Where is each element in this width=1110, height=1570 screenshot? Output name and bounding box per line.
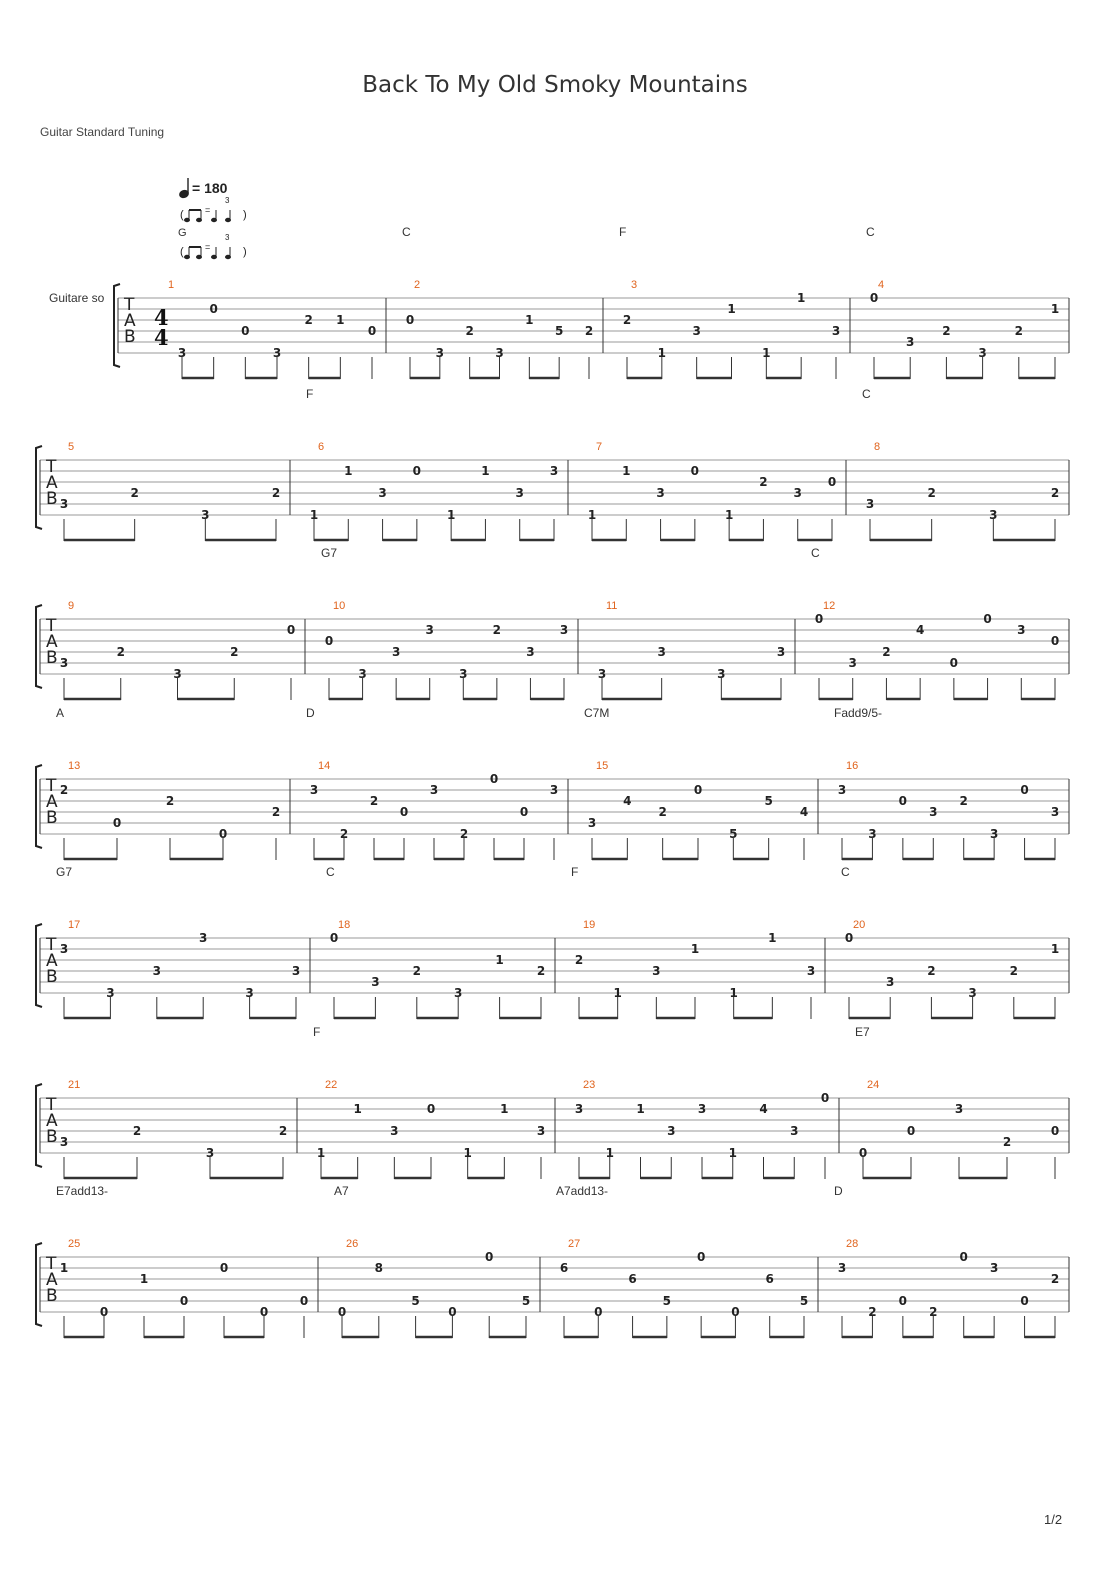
fret-number: 2 [271,805,281,819]
fret-number: 0 [426,1102,436,1116]
fret-number: 3 [454,986,463,1000]
fret-number: 5 [729,827,738,841]
fret-number: 0 [820,1091,830,1105]
measure-number: 23 [583,1079,596,1091]
fret-number: 2 [584,324,594,338]
chord-name: A7add13- [556,1184,609,1198]
tab-clef-letter: A [124,311,136,331]
tab-clef-letter: B [46,808,58,828]
fret-number: 6 [628,1272,637,1286]
fret-number: 1 [728,1146,737,1160]
fret-number: 1 [690,942,700,956]
fret-number: 3 [526,645,535,659]
fret-number: 3 [59,942,69,956]
fret-number: 0 [324,634,334,648]
tab-clef-letter: T [46,1254,57,1274]
fret-number: 3 [837,783,847,797]
measure-number: 21 [68,1079,81,1091]
measure-number: 16 [846,760,859,772]
chord-name: A [56,706,65,720]
fret-number: 8 [374,1261,383,1275]
fret-number: 3 [549,783,559,797]
measure-number: 15 [596,760,609,772]
fret-number: 3 [371,975,380,989]
chord-name: F [306,387,314,401]
fret-number: 3 [1017,623,1026,637]
fret-number: 3 [515,486,524,500]
chord-name: C7M [584,706,610,720]
measure-number: 17 [68,919,81,931]
chord-name: D [834,1184,843,1198]
chord-name: C [326,865,335,879]
time-signature-bottom: 4 [154,325,169,350]
fret-number: 4 [915,623,925,637]
fret-number: 3 [459,667,468,681]
tab-clef-letter: A [46,473,58,493]
fret-number: 0 [1020,783,1029,797]
fret-number: 0 [241,324,250,338]
fret-number: 1 [344,464,353,478]
fret-number: 5 [411,1294,420,1308]
fret-number: 3 [978,346,987,360]
fret-number: 2 [658,805,667,819]
fret-number: 0 [898,1294,908,1308]
fret-number: 3 [790,1124,799,1138]
fret-number: 0 [731,1305,740,1319]
fret-number: 3 [201,508,210,522]
chord-name: C [866,225,875,239]
fret-number: 1 [525,313,534,327]
fret-number: 3 [692,324,701,338]
tab-clef-letter: A [46,632,58,652]
fret-number: 1 [481,464,490,478]
fret-number: 3 [425,623,434,637]
fret-number: 0 [1020,1294,1029,1308]
tab-clef-letter: A [46,951,58,971]
fret-number: 2 [116,645,125,659]
fret-number: 3 [536,1124,546,1138]
chord-name: C [841,865,850,879]
fret-number: 3 [59,497,69,511]
measure-number: 25 [68,1238,81,1250]
fret-number: 0 [814,612,824,626]
fret-number: 3 [968,986,977,1000]
svg-text:(: ( [180,209,184,221]
fret-number: 3 [597,667,607,681]
measure-number: 11 [606,600,618,612]
fret-number: 0 [412,464,422,478]
measure-number: 4 [878,279,885,291]
fret-number: 5 [662,1294,672,1308]
fret-number: 0 [827,475,837,489]
fret-number: 3 [717,667,726,681]
fret-number: 0 [1050,1124,1060,1138]
fret-number: 2 [59,783,69,797]
fret-number: 1 [1050,302,1060,316]
chord-name: Fadd9/5- [834,706,883,720]
chord-name: A7 [334,1184,349,1198]
fret-number: 1 [463,1146,472,1160]
chord-name: F [619,225,627,239]
measure-number: 3 [631,279,638,291]
fret-number: 2 [942,324,951,338]
tab-clef-letter: T [46,776,57,796]
fret-number: 4 [799,805,809,819]
measure-number: 13 [68,760,81,772]
fret-number: 1 [1050,942,1060,956]
chord-name: C [862,387,871,401]
fret-number: 2 [412,964,421,978]
fret-number: 2 [1009,964,1018,978]
fret-number: 3 [697,1102,707,1116]
tab-clef-letter: A [46,792,58,812]
fret-number: 0 [594,1305,603,1319]
chord-name: D [306,706,315,720]
fret-number: 3 [667,1124,676,1138]
fret-number: 0 [329,931,339,945]
fret-number: 2 [492,623,502,637]
fret-number: 0 [898,794,908,808]
fret-number: 2 [759,475,768,489]
svg-text:(: ( [180,246,184,258]
fret-number: 3 [435,346,445,360]
system-bracket [36,1084,42,1167]
measure-number: 5 [68,441,75,453]
fret-number: 2 [339,827,349,841]
svg-text:=: = [205,242,211,252]
fret-number: 5 [764,794,773,808]
fret-number: 2 [165,794,175,808]
measure-number: 2 [414,279,421,291]
fret-number: 1 [622,464,631,478]
tab-clef-letter: T [46,616,57,636]
fret-number: 5 [521,1294,531,1308]
fret-number: 3 [205,1146,215,1160]
fret-number: 3 [865,497,875,511]
measure-number: 1 [168,279,175,291]
fret-number: 3 [272,346,282,360]
fret-number: 0 [983,612,992,626]
fret-number: 2 [959,794,968,808]
measure-number: 10 [333,600,346,612]
fret-number: 0 [405,313,415,327]
fret-number: 0 [485,1250,494,1264]
tab-clef-letter: T [46,457,57,477]
fret-number: 3 [837,1261,847,1275]
chord-name: E7 [855,1025,870,1039]
fret-number: 3 [106,986,115,1000]
measure-number: 24 [867,1079,880,1091]
fret-number: 0 [690,464,700,478]
fret-number: 2 [130,486,139,500]
measure-number: 26 [346,1238,359,1250]
fret-number: 1 [336,313,345,327]
fret-number: 1 [446,508,456,522]
system-bracket [36,1243,42,1326]
time-signature-top: 4 [154,305,169,330]
instrument-label: Guitare so [49,291,105,305]
measure-number: 9 [68,600,75,612]
fret-number: 0 [209,302,218,316]
page-number: 1/2 [1044,1512,1063,1527]
fret-number: 3 [929,805,938,819]
fret-number: 0 [218,827,228,841]
fret-number: 0 [696,1250,706,1264]
fret-number: 0 [1050,634,1060,648]
tuning-label: Guitar Standard Tuning [40,125,165,139]
measure-number: 18 [338,919,351,931]
chord-name: F [571,865,579,879]
tab-clef-letter: T [124,295,135,315]
tab-clef-letter: B [124,327,136,347]
tab-clef-letter: B [46,1286,58,1306]
fret-number: 3 [390,1124,399,1138]
fret-number: 1 [636,1102,645,1116]
tab-clef-letter: B [46,489,58,509]
fret-number: 1 [59,1261,69,1275]
fret-number: 3 [429,783,439,797]
tab-clef-letter: B [46,967,58,987]
fret-number: 0 [179,1294,189,1308]
measure-number: 7 [596,441,603,453]
fret-number: 0 [219,1261,229,1275]
tab-clef-letter: T [46,1095,57,1115]
fret-number: 3 [954,1102,964,1116]
fret-number: 2 [536,964,546,978]
fret-number: 2 [278,1124,288,1138]
fret-number: 1 [309,508,319,522]
fret-number: 3 [309,783,319,797]
measure-number: 14 [318,760,331,772]
fret-number: 0 [906,1124,916,1138]
fret-number: 0 [337,1305,347,1319]
fret-number: 3 [776,645,786,659]
fret-number: 3 [906,335,915,349]
chord-name: E7add13- [56,1184,109,1198]
fret-number: 3 [199,931,208,945]
fret-number: 3 [549,464,559,478]
fret-number: 0 [949,656,959,670]
system-bracket [36,924,42,1007]
tab-clef-letter: B [46,1127,58,1147]
system-bracket [114,284,120,367]
fret-number: 2 [929,1305,938,1319]
fret-number: 0 [489,772,499,786]
fret-number: 0 [693,783,703,797]
fret-number: 2 [271,486,281,500]
fret-number: 2 [465,324,474,338]
fret-number: 3 [806,964,816,978]
tab-clef-letter: A [46,1111,58,1131]
fret-number: 1 [796,291,806,305]
measure-number: 27 [568,1238,581,1250]
chord-name: C [811,546,820,560]
fret-number: 2 [1002,1135,1012,1149]
fret-number: 1 [613,986,622,1000]
fret-number: 2 [574,953,584,967]
fret-number: 1 [762,346,771,360]
fret-number: 3 [989,508,998,522]
fret-number: 3 [848,656,857,670]
fret-number: 0 [858,1146,868,1160]
fret-number: 2 [927,964,936,978]
fret-number: 3 [989,1261,999,1275]
fret-number: 0 [844,931,854,945]
fret-number: 4 [623,794,632,808]
fret-number: 1 [657,346,667,360]
measure-number: 28 [846,1238,859,1250]
fret-number: 1 [500,1102,509,1116]
fret-number: 2 [1014,324,1023,338]
fret-number: 2 [882,645,891,659]
measure-number: 19 [583,919,596,931]
fret-number: 1 [768,931,777,945]
svg-text:=: = [205,205,211,215]
fret-number: 3 [391,645,401,659]
fret-number: 0 [959,1250,968,1264]
chord-name: G7 [56,865,73,879]
fret-number: 4 [759,1102,768,1116]
svg-text:3: 3 [225,196,230,205]
fret-number: 3 [358,667,367,681]
chord-name: F [313,1025,321,1039]
fret-number: 3 [152,964,161,978]
fret-number: 3 [574,1102,584,1116]
fret-number: 3 [652,964,661,978]
fret-number: 0 [299,1294,309,1308]
fret-number: 0 [869,291,879,305]
fret-number: 0 [259,1305,269,1319]
system-bracket [36,765,42,848]
fret-number: 3 [989,827,999,841]
chord-name: C [402,225,411,239]
fret-number: 3 [1050,805,1060,819]
fret-number: 1 [139,1272,149,1286]
fret-number: 1 [353,1102,362,1116]
fret-number: 0 [519,805,529,819]
fret-number: 2 [230,645,239,659]
fret-number: 2 [927,486,936,500]
fret-number: 3 [59,1135,69,1149]
fret-number: 6 [765,1272,774,1286]
fret-number: 2 [304,313,313,327]
tab-clef-letter: B [46,648,58,668]
fret-number: 1 [605,1146,614,1160]
tempo-marking: = 180 [192,180,228,196]
tab-clef-letter: A [46,1270,58,1290]
fret-number: 1 [727,302,736,316]
fret-number: 1 [316,1146,326,1160]
measure-number: 8 [874,441,881,453]
fret-number: 0 [399,805,409,819]
fret-number: 1 [587,508,597,522]
fret-number: 0 [367,324,377,338]
fret-number: 3 [886,975,895,989]
fret-number: 3 [868,827,877,841]
chord-name: G7 [321,546,338,560]
fret-number: 0 [112,816,122,830]
fret-number: 3 [173,667,182,681]
fret-number: 3 [177,346,187,360]
fret-number: 3 [59,656,69,670]
measure-number: 22 [325,1079,338,1091]
fret-number: 3 [656,486,665,500]
page-title: Back To My Old Smoky Mountains [362,72,748,98]
measure-number: 20 [853,919,866,931]
svg-text:): ) [243,209,247,221]
fret-number: 2 [459,827,469,841]
fret-number: 2 [622,313,632,327]
measure-number: 12 [823,600,836,612]
fret-number: 2 [132,1124,142,1138]
fret-number: 3 [495,346,504,360]
fret-number: 1 [724,508,734,522]
fret-number: 3 [793,486,802,500]
fret-number: 5 [799,1294,809,1308]
fret-number: 6 [559,1261,569,1275]
fret-number: 2 [1050,1272,1060,1286]
fret-number: 0 [99,1305,109,1319]
fret-number: 3 [657,645,666,659]
fret-number: 2 [868,1305,877,1319]
fret-number: 2 [369,794,379,808]
fret-number: 3 [291,964,301,978]
measure-number: 6 [318,441,325,453]
swing-chord-label: G [178,227,187,239]
fret-number: 3 [245,986,254,1000]
fret-number: 2 [1050,486,1060,500]
fret-number: 1 [729,986,738,1000]
system-bracket [36,605,42,688]
svg-text:): ) [243,246,247,258]
fret-number: 1 [495,953,504,967]
fret-number: 0 [286,623,296,637]
svg-text:3: 3 [225,233,230,242]
fret-number: 3 [831,324,841,338]
fret-number: 3 [587,816,597,830]
system-bracket [36,446,42,529]
fret-number: 5 [554,324,564,338]
fret-number: 0 [448,1305,457,1319]
fret-number: 3 [378,486,387,500]
tab-clef-letter: T [46,935,57,955]
fret-number: 3 [559,623,569,637]
